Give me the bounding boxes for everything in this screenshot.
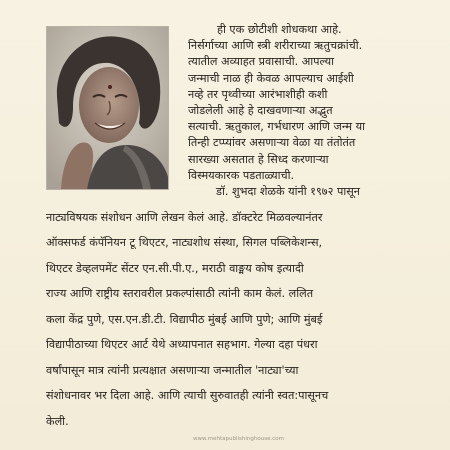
summary-line: विस्मयकारक पडताळ्याची. (188, 168, 295, 182)
summary-line: ही एक छोटीशी शोधकथा आहे. (217, 23, 342, 36)
bio-line: कला केंद्र पुणे, एस.एन.डी.टी. विद्यापीठ मुंबई आणि पुणे; आणि मुंबई (46, 312, 323, 326)
bio-line: वर्षांपासून मात्र त्यांनी प्रत्यक्षात असणाऱ्या जन्मातील 'नाट्या'च्या (46, 363, 299, 377)
summary-line: निर्सर्गाच्या आणि स्त्री शरीराच्या ऋतुचक्रांची. (188, 39, 363, 53)
bio-line: संशोधनावर भर दिला आहे. आणि त्याची सुरुवातही त्यांनी स्वत:पासूनच (46, 389, 329, 402)
bio-line: ऑक्सफर्ड कंपॅनियन टू थिएटर, नाट्यशोध संस्था, सिगल पब्लिकेशन्स, (46, 236, 323, 249)
summary-line: तिन्ही टप्प्यांवर असणाऱ्या वेळा या तंतोतंत (188, 136, 356, 150)
bio-line: नाट्यविषयक संशोधन आणि लेखन केलं आहे. डॉक्टरेट मिळवल्यानंतर (46, 210, 323, 224)
summary-line: सारख्या असतात हे सिध्द करणाऱ्या (188, 152, 329, 166)
bio-line: केली. (46, 414, 69, 428)
summary-line: जन्माची नाळ ही केवळ आपल्याच आईशी (188, 71, 354, 85)
bio-line: थिएटर डेव्हलपमेंट सेंटर एन.सी.पी.ए., मराठी वाङ्मय कोष इत्यादी (46, 261, 304, 275)
bio-line: विद्यापीठाच्या थिएटर आर्ट येथे अध्यापनात सहभाग. गेल्या दहा पंधरा (46, 338, 318, 351)
summary-line: जोडलेली आहे हे दाखवणाऱ्या अद्भुत (188, 104, 333, 117)
summary-line: सत्याची. ऋतुकाल, गर्भधारण आणि जन्म या (188, 120, 366, 134)
watermark-url: www.mehtapublishinghouse.com (193, 436, 284, 442)
bio-line: राज्य आणि राष्ट्रीय स्तरावरील प्रकल्पांसाठी त्यांनी काम केलं. ललित (46, 287, 314, 300)
summary-line: नव्हे तर पृथ्वीच्या आरंभाशीही कशी (188, 87, 328, 101)
summary-line: त्यातील अव्याहत प्रवासाची. आपल्या (188, 55, 335, 69)
author-photo (47, 27, 168, 189)
bio-line: डॉ. शुभदा शेळके यांनी १९७२ पासून (216, 185, 361, 198)
author-portrait-image (47, 27, 168, 189)
